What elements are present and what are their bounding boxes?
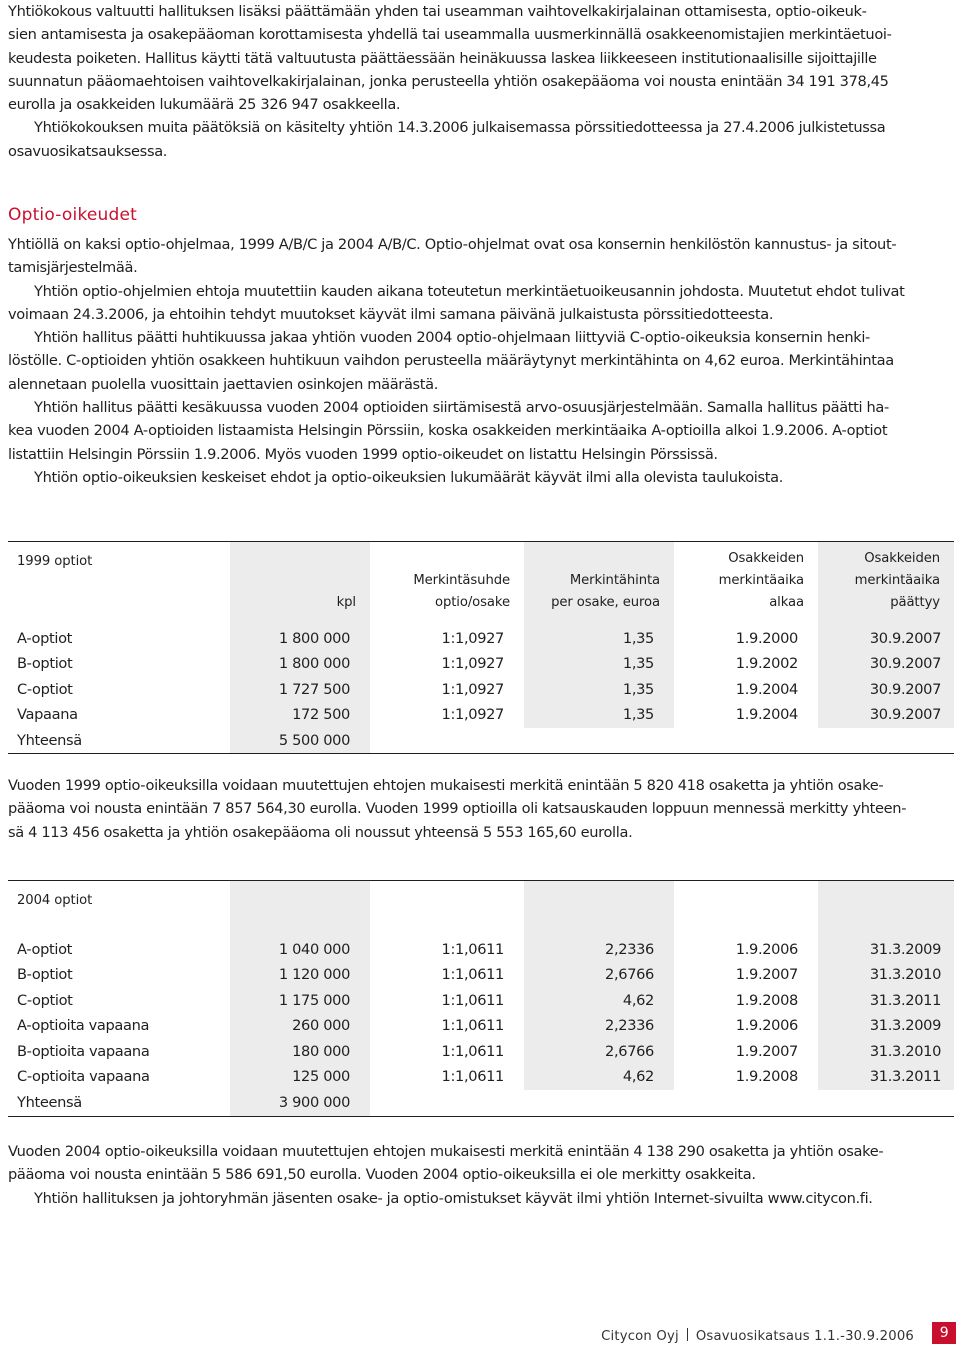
table-row xyxy=(8,1013,954,1039)
report-title: Osavuosikatsaus 1.1.-30.9.2006 xyxy=(695,1329,914,1344)
cell: Yhteensä xyxy=(17,731,82,749)
cell: 1 727 500 xyxy=(230,677,370,703)
text-line: suunnatun pääomaehtoisen vaihtovelkakirjalainan, jonka perusteella yhtiön osakepääoma voi nousta enintään 34 191 378,45 xyxy=(8,72,889,90)
table-row xyxy=(8,962,954,988)
cell: 260 000 xyxy=(230,1013,370,1039)
cell: 1.9.2007 xyxy=(735,966,798,984)
table-row xyxy=(8,702,954,728)
cell: 1,35 xyxy=(524,702,674,728)
cell: A-optiot xyxy=(17,940,73,958)
table-title: 1999 optiot xyxy=(17,554,93,569)
cell: 1:1,0611 xyxy=(441,966,504,984)
after-2004-text xyxy=(8,1140,948,1210)
table-header-row xyxy=(8,542,954,618)
page-footer xyxy=(0,1326,960,1348)
text-line: sien antamisesta ja osakepääoman korottamisesta yhdellä tai useammalla uusmerkinnällä osakkeenomistajien merkintäetuoi- xyxy=(8,26,892,44)
cell: A-optioita vapaana xyxy=(17,1017,150,1035)
text-line: Yhtiön optio-ohjelmien ehtoja muutettiin kauden aikana toteutetun merkintäetuoikeusannin johdosta. Muutetut ehdot tulivat xyxy=(34,282,905,300)
text-line: Yhtiöllä on kaksi optio-ohjelmaa, 1999 A/B/C ja 2004 A/B/C. Optio-ohjelmat ovat osa konsernin henkilöstön kannustus- ja sitout- xyxy=(8,236,897,253)
text-line: kea vuoden 2004 A-optioiden listaamista Helsingin Pörssiin, koska osakkeiden merkintäaika A-optioilla alkoi 1.9.2006. A-optiot xyxy=(8,422,888,440)
text-line: Vuoden 2004 optio-oikeuksilla voidaan muutettujen ehtojen mukaisesti merkitä enintään 4 138 290 osaketta ja yhtiön osake- xyxy=(8,1143,884,1160)
cell: 1.9.2002 xyxy=(735,655,798,673)
cell: 30.9.2007 xyxy=(818,677,954,703)
cell: 1:1,0611 xyxy=(441,1017,504,1035)
column-header: kpl xyxy=(230,542,370,618)
cell: 4,62 xyxy=(524,988,674,1014)
cell: 1:1,0611 xyxy=(441,1068,504,1086)
text-line: Yhtiökokouksen muita päätöksiä on käsitelty yhtiön 14.3.2006 julkaisemassa pörssitiedotteessa ja 27.4.2006 julkistetussa xyxy=(34,119,886,137)
cell: 31.3.2009 xyxy=(818,937,954,963)
text-line: Yhtiön hallituksen ja johtoryhmän jäsenten osake- ja optio-omistukset käyvät ilmi yhtiön Internet-sivuilta www.citycon.fi. xyxy=(34,1189,873,1207)
cell: 2,2336 xyxy=(524,937,674,963)
cell: 31.3.2009 xyxy=(818,1013,954,1039)
cell: B-optiot xyxy=(17,655,73,673)
cell: 3 900 000 xyxy=(230,1090,370,1116)
cell: 2,6766 xyxy=(524,1039,674,1065)
cell: 1:1,0611 xyxy=(441,940,504,958)
cell: 1 800 000 xyxy=(230,651,370,677)
cell: 31.3.2010 xyxy=(818,1039,954,1065)
cell: 31.3.2011 xyxy=(818,1064,954,1090)
table-row xyxy=(8,1039,954,1065)
text-line: pääoma voi nousta enintään 5 586 691,50 eurolla. Vuoden 2004 optio-oikeuksilla ei ole merkitty osakkeita. xyxy=(8,1166,756,1184)
cell: 1:1,0927 xyxy=(441,629,504,647)
text-line: osavuosikatsauksessa. xyxy=(8,142,168,160)
cell: 125 000 xyxy=(230,1064,370,1090)
cell: 1 040 000 xyxy=(230,937,370,963)
text-line: sä 4 113 456 osaketta ja yhtiön osakepääoma oli noussut yhteensä 5 553 165,60 eurolla. xyxy=(8,823,633,841)
text-line: Vuoden 1999 optio-oikeuksilla voidaan muutettujen ehtojen mukaisesti merkitä enintään 5 820 418 osaketta ja yhtiön osake- xyxy=(8,777,884,794)
table-header-row xyxy=(8,881,954,929)
text-line: pääoma voi nousta enintään 7 857 564,30 eurolla. Vuoden 1999 optioilla oli katsauskauden loppuun mennessä merkitty yhteen- xyxy=(8,800,907,818)
cell: 4,62 xyxy=(524,1064,674,1090)
cell: 31.3.2010 xyxy=(818,962,954,988)
cell: Vapaana xyxy=(17,706,78,724)
text-line: Yhtiön optio-oikeuksien keskeiset ehdot ja optio-oikeuksien lukumäärät käyvät ilmi alla olevista taulukoista. xyxy=(34,468,784,486)
table-row xyxy=(8,1064,954,1090)
page-number: 9 xyxy=(932,1322,956,1344)
text-line: eurolla ja osakkeiden lukumäärä 25 326 947 osakkeella. xyxy=(8,96,401,114)
cell: 1.9.2006 xyxy=(735,1017,798,1035)
cell: C-optiot xyxy=(17,991,73,1009)
cell: 1 175 000 xyxy=(230,988,370,1014)
text-line: alennetaan puolella vuosittain jaettavien osinkojen määrästä. xyxy=(8,375,439,393)
cell: 30.9.2007 xyxy=(818,702,954,728)
column-header: Merkintäsuhde optio/osake xyxy=(413,572,510,610)
text-line: keudesta poiketen. Hallitus käytti tätä valtuutusta päättäessään heinäkuussa laskea liikkeeseen institutionaalisille sijoittajille xyxy=(8,49,877,67)
table-title: 2004 optiot xyxy=(17,893,93,908)
cell: 1 800 000 xyxy=(230,626,370,652)
section-body xyxy=(8,233,948,489)
cell: 1:1,0927 xyxy=(441,680,504,698)
cell: 1.9.2004 xyxy=(735,706,798,724)
cell: 172 500 xyxy=(230,702,370,728)
cell: 1:1,0611 xyxy=(441,991,504,1009)
cell: 1:1,0927 xyxy=(441,655,504,673)
options-2004-table xyxy=(8,880,954,1117)
cell: B-optioita vapaana xyxy=(17,1042,150,1060)
cell: 2,2336 xyxy=(524,1013,674,1039)
cell: 1,35 xyxy=(524,626,674,652)
table-total-row xyxy=(8,728,954,754)
cell: 1.9.2000 xyxy=(735,629,798,647)
cell: 1:1,0927 xyxy=(441,706,504,724)
cell: A-optiot xyxy=(17,629,73,647)
text-line: Yhtiökokous valtuutti hallituksen lisäksi päättämään yhden tai useamman vaihtovelkakirjalainan ottamisesta, optio-oikeuk- xyxy=(8,3,867,20)
cell: B-optiot xyxy=(17,966,73,984)
after-1999-text xyxy=(8,774,948,844)
table-row xyxy=(8,677,954,703)
column-header: Osakkeiden merkintäaika päättyy xyxy=(818,542,954,618)
cell: 1.9.2007 xyxy=(735,1042,798,1060)
cell: 1.9.2004 xyxy=(735,680,798,698)
cell: Yhteensä xyxy=(17,1094,82,1112)
cell: 1.9.2008 xyxy=(735,991,798,1009)
cell: C-optioita vapaana xyxy=(17,1068,150,1086)
company-name: Citycon Oyj xyxy=(601,1329,679,1344)
cell: 1,35 xyxy=(524,677,674,703)
table-row xyxy=(8,651,954,677)
text-line: tamisjärjestelmää. xyxy=(8,259,138,277)
table-row xyxy=(8,937,954,963)
table-total-row xyxy=(8,1090,954,1116)
cell: 1.9.2006 xyxy=(735,940,798,958)
text-line: löstölle. C-optioiden yhtiön osakkeen huhtikuun vaihdon perusteella määräytynyt merkintähinta on 4,62 euroa. Merkintähintaa xyxy=(8,352,894,370)
cell: C-optiot xyxy=(17,680,73,698)
column-header: Merkintähinta per osake, euroa xyxy=(524,542,674,618)
cell: 1.9.2008 xyxy=(735,1068,798,1086)
cell: 1,35 xyxy=(524,651,674,677)
text-line: voimaan 24.3.2006, ja ehtoihin tehdyt muutokset käyvät ilmi samana päivänä julkaistusta pörssitiedotteesta. xyxy=(8,305,774,323)
table-row xyxy=(8,626,954,652)
cell: 30.9.2007 xyxy=(818,651,954,677)
options-1999-table xyxy=(8,541,954,754)
text-line: Yhtiön hallitus päätti huhtikuussa jakaa yhtiön vuoden 2004 optio-ohjelmaan liittyviä C-optio-oikeuksia konsernin henki- xyxy=(34,329,870,347)
cell: 31.3.2011 xyxy=(818,988,954,1014)
cell: 180 000 xyxy=(230,1039,370,1065)
cell: 5 500 000 xyxy=(230,728,370,754)
cell: 1 120 000 xyxy=(230,962,370,988)
table-row xyxy=(8,988,954,1014)
section-heading: Optio-oikeudet xyxy=(8,205,138,225)
cell: 1:1,0611 xyxy=(441,1042,504,1060)
divider xyxy=(687,1328,688,1341)
cell: 30.9.2007 xyxy=(818,626,954,652)
column-header: Osakkeiden merkintäaika alkaa xyxy=(718,550,804,610)
text-line: listattiin Helsingin Pörssiin 1.9.2006. Myös vuoden 1999 optio-oikeudet on listattu Helsingin Pörssissä. xyxy=(8,445,718,463)
text-line: Yhtiön hallitus päätti kesäkuussa vuoden 2004 optioiden siirtämisestä arvo-osuusjärjestelmään. Samalla hallitus päätti ha- xyxy=(34,399,889,417)
intro-block xyxy=(8,0,948,163)
cell: 2,6766 xyxy=(524,962,674,988)
footer-text xyxy=(601,1328,914,1344)
